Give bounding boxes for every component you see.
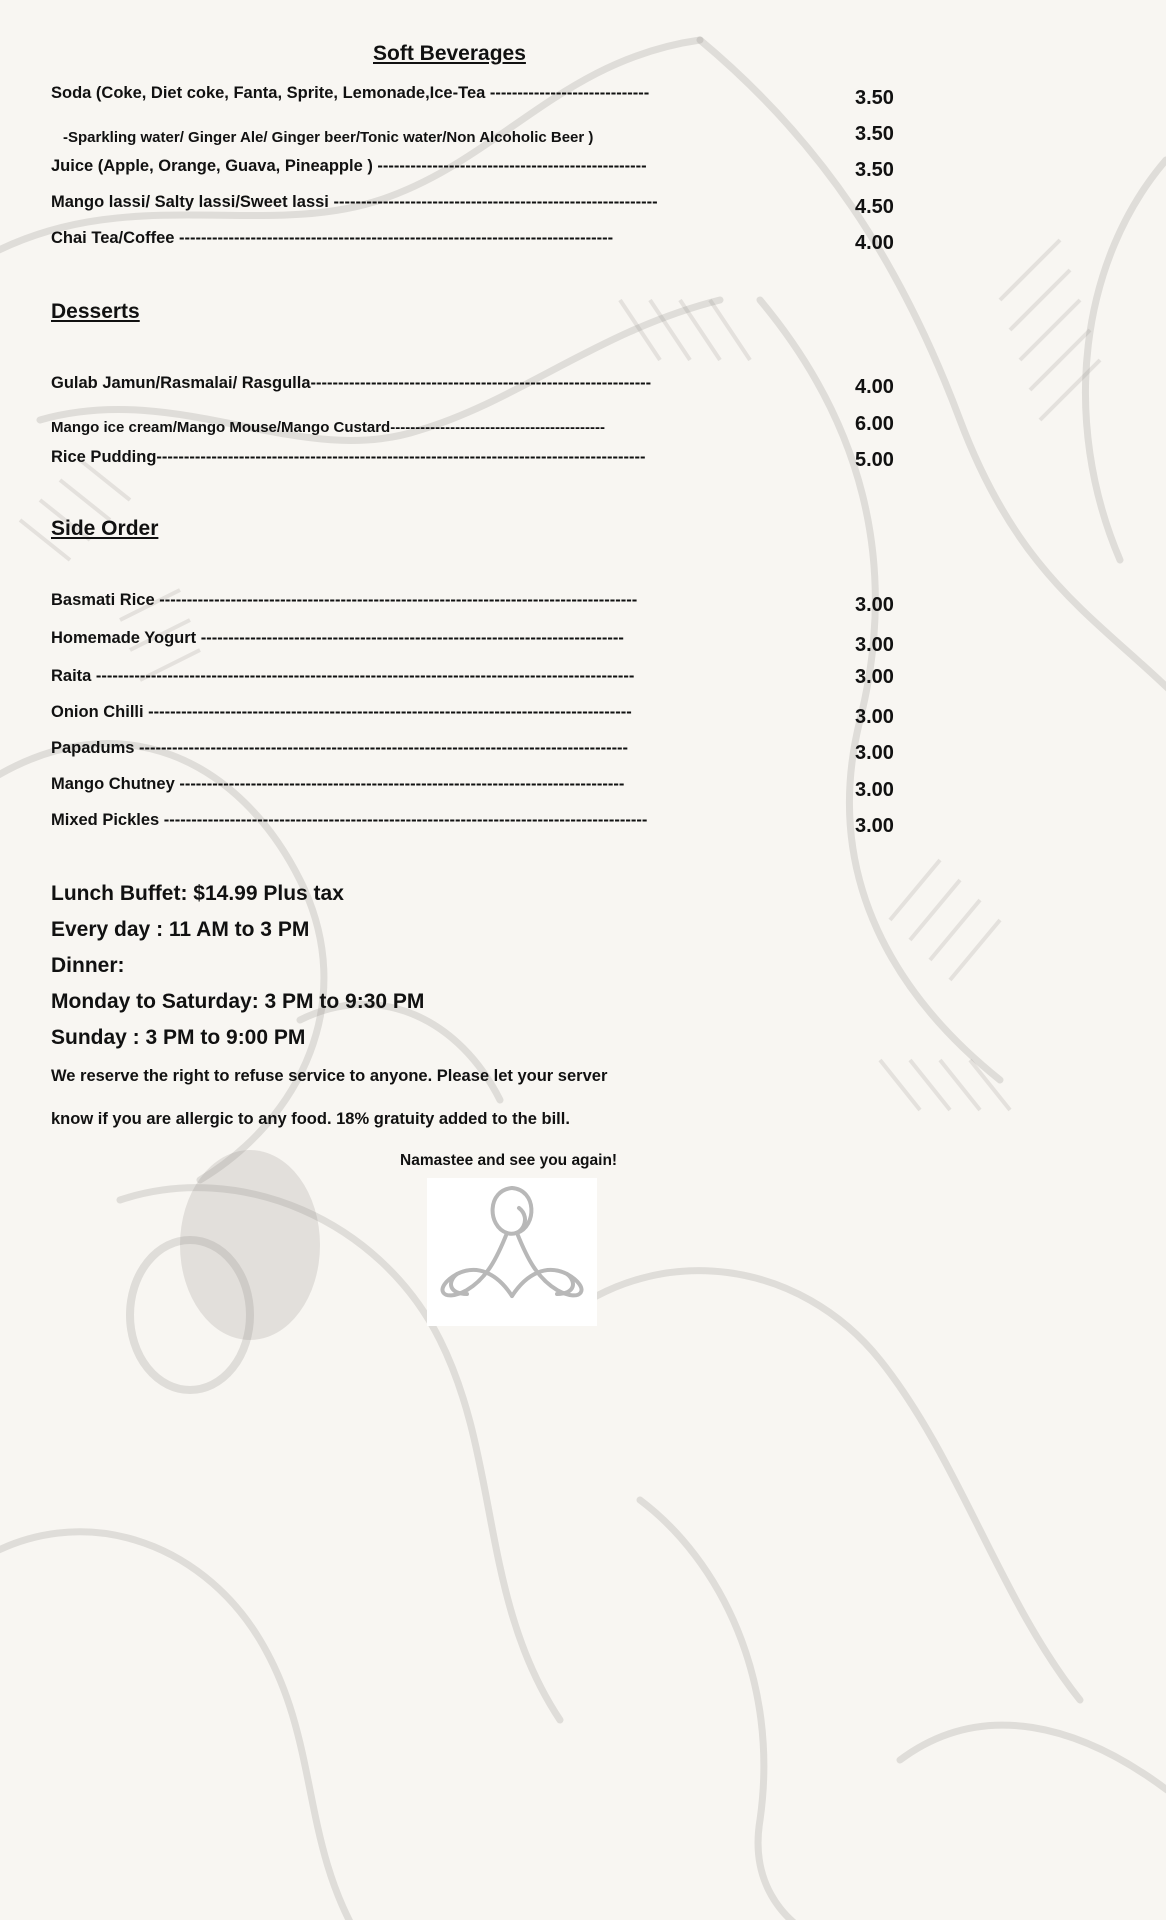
- side-order-heading: Side Order: [51, 517, 159, 540]
- lotus-swirl-logo-icon: [427, 1178, 597, 1326]
- menu-item-price: 3.00: [855, 666, 894, 688]
- lunch-hours: Every day : 11 AM to 3 PM: [51, 918, 310, 941]
- menu-item-price: 3.50: [855, 159, 894, 181]
- menu-item-name: Soda (Coke, Diet coke, Fanta, Sprite, Lemonade,Ice-Tea -----------------------------: [51, 84, 650, 102]
- service-note-line-2: know if you are allergic to any food. 18% gratuity added to the bill.: [51, 1110, 570, 1128]
- menu-item-price: 4.00: [855, 232, 894, 254]
- menu-item-price: 3.00: [855, 706, 894, 728]
- menu-item-name: Mango ice cream/Mango Mouse/Mango Custard-------------------------------------------: [51, 419, 606, 436]
- menu-item-name: Basmati Rice ---------------------------------------------------------------------------------------: [51, 591, 638, 609]
- menu-item-price: 3.00: [855, 742, 894, 764]
- farewell-message: Namastee and see you again!: [400, 1152, 618, 1169]
- lunch-buffet-price: Lunch Buffet: $14.99 Plus tax: [51, 882, 344, 905]
- menu-item-name: Raita --------------------------------------------------------------------------------------------------: [51, 667, 635, 685]
- menu-item-name: Mango lassi/ Salty lassi/Sweet lassi -----------------------------------------------------------: [51, 193, 658, 211]
- menu-item-price: 4.50: [855, 196, 894, 218]
- menu-item-price: 3.00: [855, 594, 894, 616]
- dinner-weekday-hours: Monday to Saturday: 3 PM to 9:30 PM: [51, 990, 425, 1013]
- desserts-heading: Desserts: [51, 300, 140, 323]
- menu-item-name: Juice (Apple, Orange, Guava, Pineapple ) -------------------------------------------------: [51, 157, 647, 175]
- menu-item-name: Mixed Pickles ----------------------------------------------------------------------------------------: [51, 811, 648, 829]
- dinner-sunday-hours: Sunday : 3 PM to 9:00 PM: [51, 1026, 306, 1049]
- menu-item-name: Homemade Yogurt -----------------------------------------------------------------------------: [51, 629, 624, 647]
- menu-item-price: 4.00: [855, 376, 894, 398]
- menu-item-price: 3.00: [855, 815, 894, 837]
- menu-item-name: Mango Chutney ---------------------------------------------------------------------------------: [51, 775, 625, 793]
- menu-item-price: 3.50: [855, 123, 894, 145]
- menu-item-price: 3.50: [855, 87, 894, 109]
- menu-item-price: 6.00: [855, 413, 894, 435]
- service-note-line-1: We reserve the right to refuse service to anyone. Please let your server: [51, 1067, 608, 1085]
- menu-item-price: 3.00: [855, 779, 894, 801]
- menu-item-name: Gulab Jamun/Rasmalai/ Rasgulla--------------------------------------------------------------: [51, 374, 652, 392]
- menu-item-name: Rice Pudding-----------------------------------------------------------------------------------------: [51, 448, 646, 466]
- menu-item-price: 5.00: [855, 449, 894, 471]
- menu-item-name: Chai Tea/Coffee -------------------------------------------------------------------------------: [51, 229, 614, 247]
- soft-beverages-heading: Soft Beverages: [373, 42, 526, 65]
- dinner-label: Dinner:: [51, 954, 125, 977]
- menu-item-name: -Sparkling water/ Ginger Ale/ Ginger beer/Tonic water/Non Alcoholic Beer ): [63, 129, 594, 146]
- menu-item-name: Onion Chilli ----------------------------------------------------------------------------------------: [51, 703, 632, 721]
- menu-item-price: 3.00: [855, 634, 894, 656]
- menu-item-name: Papadums -----------------------------------------------------------------------------------------: [51, 739, 629, 757]
